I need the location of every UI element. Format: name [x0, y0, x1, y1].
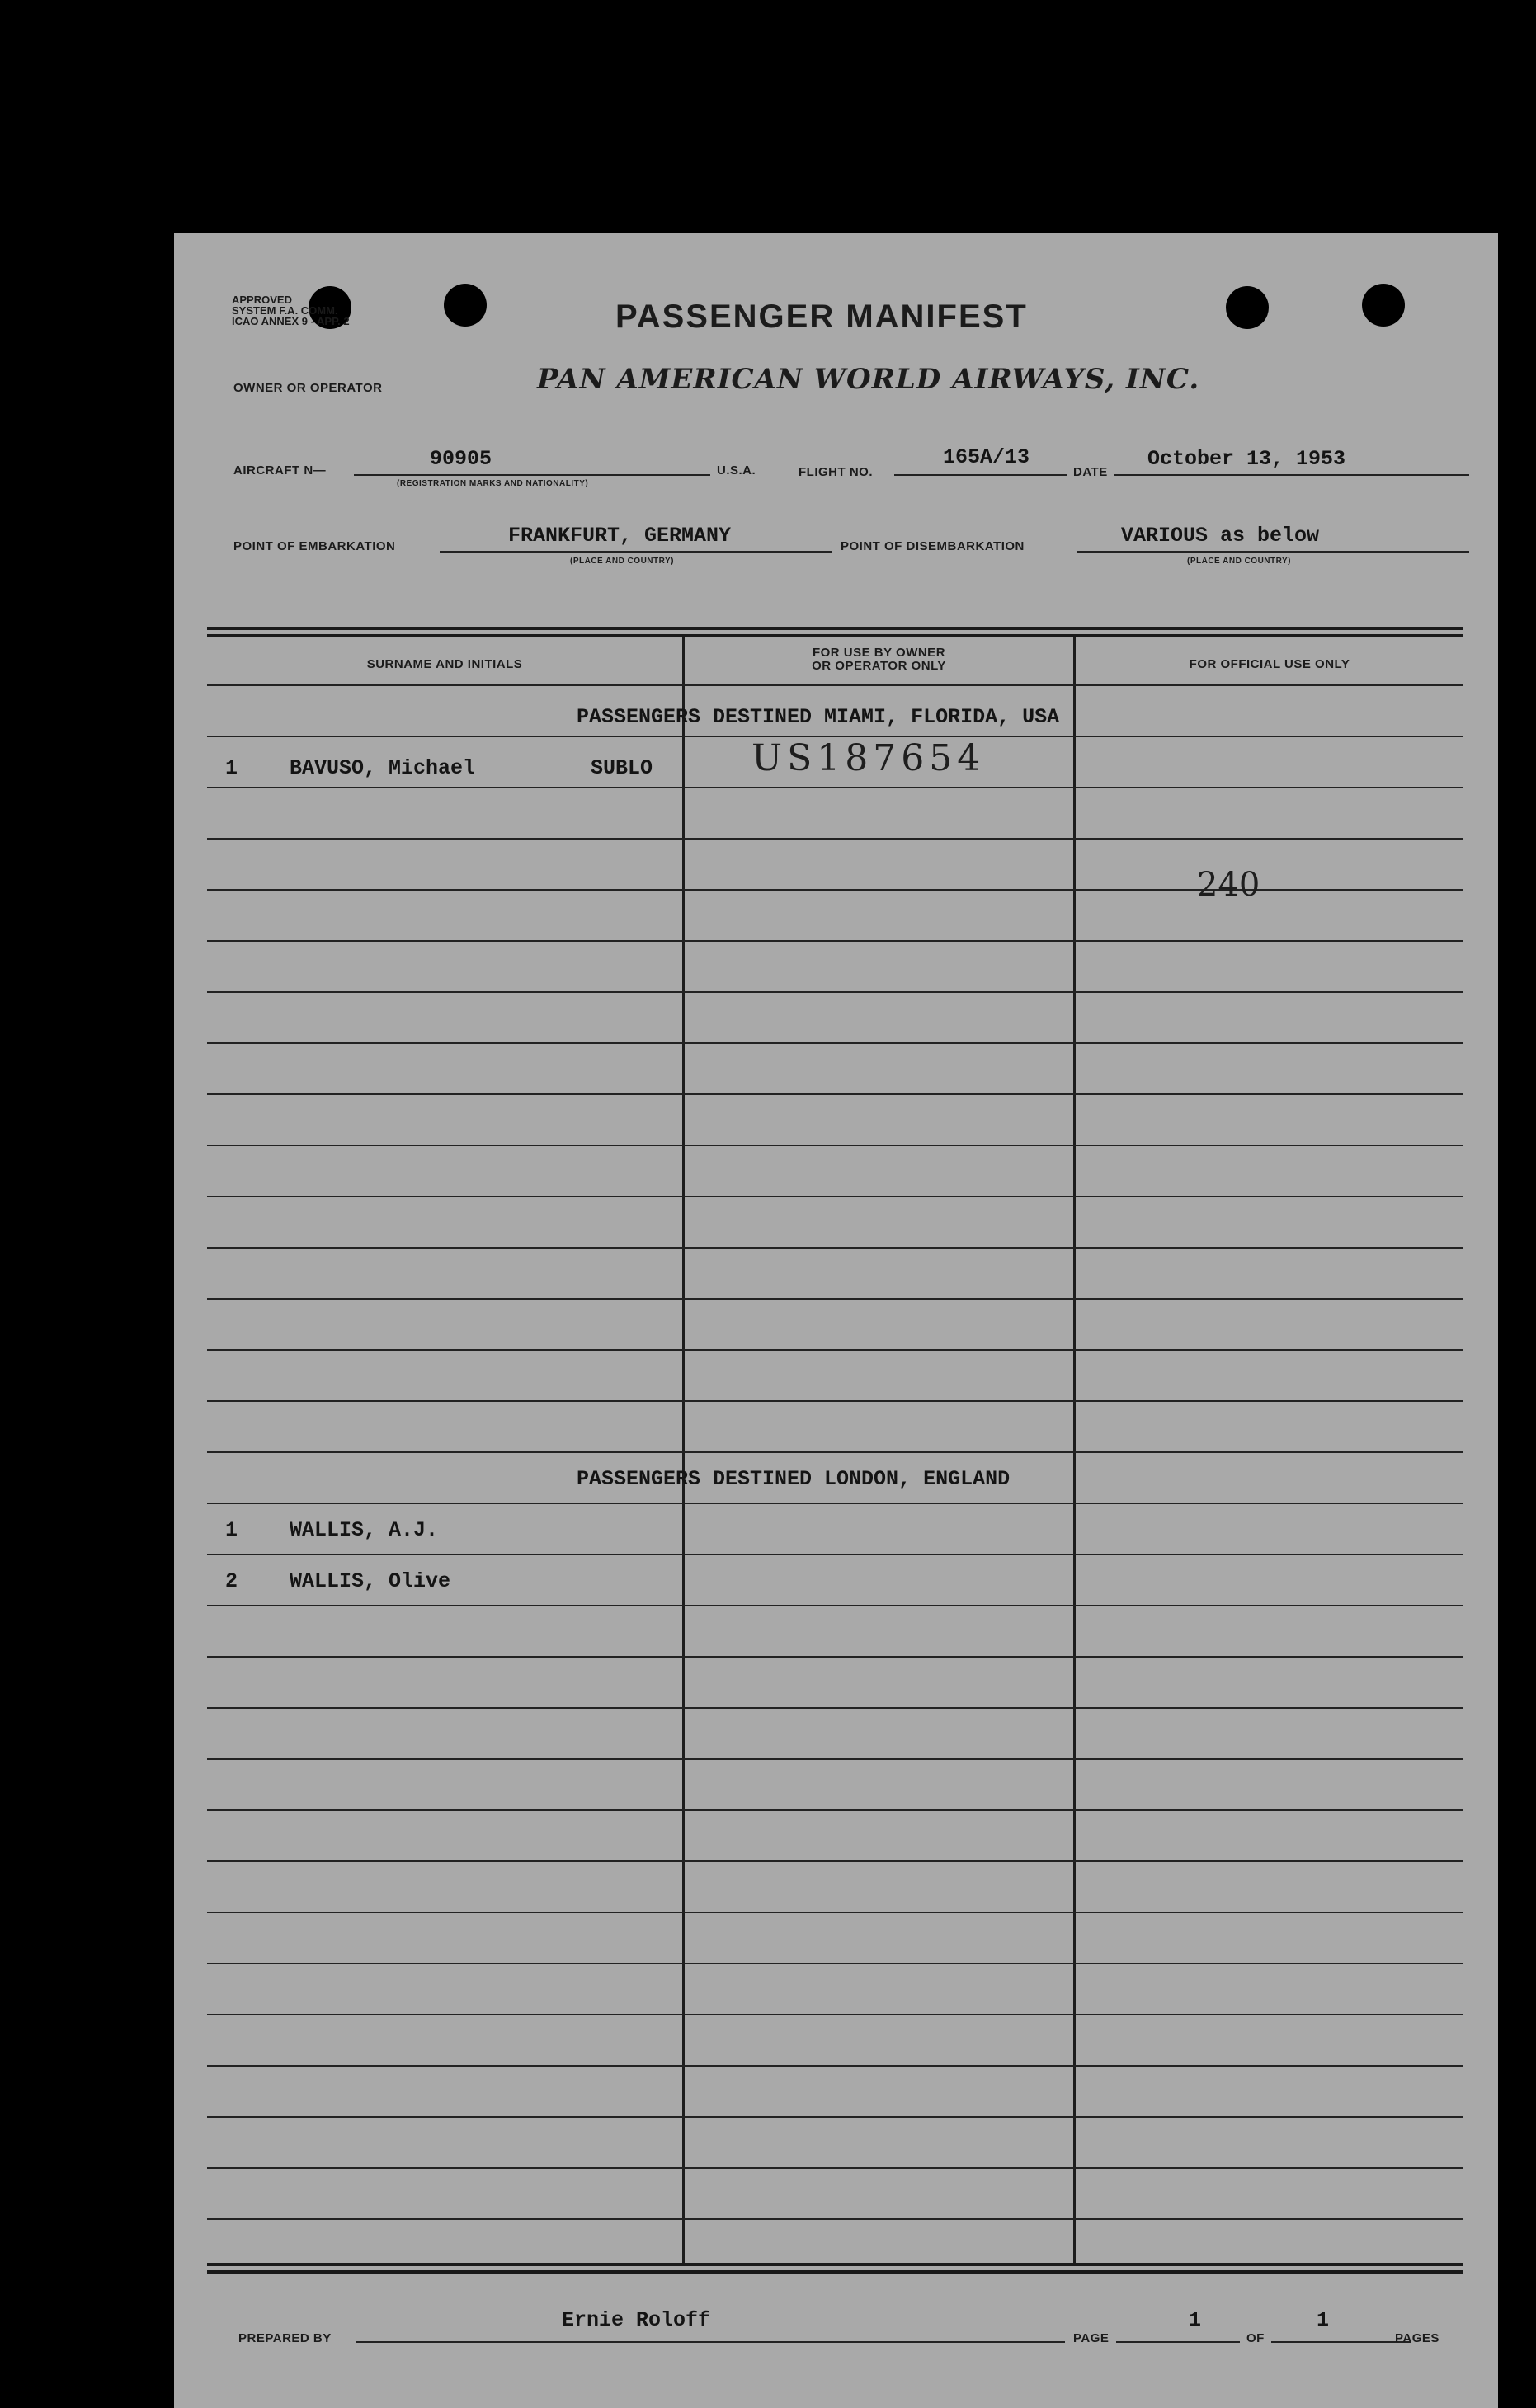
row-rule: [207, 1400, 1463, 1402]
row-rule: [207, 1554, 1463, 1555]
row-rule: [207, 1247, 1463, 1249]
row-rule: [207, 1503, 1463, 1504]
approved-line-1: APPROVED: [232, 294, 292, 306]
disembarkation-label: POINT OF DISEMBARKATION: [841, 539, 1025, 553]
row-rule: [207, 684, 1463, 686]
row-rule: [207, 1656, 1463, 1658]
group-heading-miami: PASSENGERS DESTINED MIAMI, FLORIDA, USA: [577, 705, 1060, 729]
embarkation-label: POINT OF EMBARKATION: [233, 539, 396, 553]
group2-row-1-number: 1: [225, 1518, 238, 1542]
group2-row-2-name: WALLIS, Olive: [290, 1569, 451, 1593]
prepared-by-label: PREPARED BY: [238, 2331, 332, 2345]
of-fill-line: [1271, 2341, 1411, 2343]
page-fill-line: [1116, 2341, 1240, 2343]
page-label: PAGE: [1073, 2331, 1110, 2345]
approved-line-2: SYSTEM F.A. COMM.: [232, 304, 338, 317]
row-rule: [207, 787, 1463, 788]
row-rule: [207, 2116, 1463, 2118]
row-rule: [207, 1349, 1463, 1351]
column-header-owner-use: [685, 647, 1073, 673]
embarkation-sub-label: (PLACE AND COUNTRY): [570, 557, 674, 566]
group1-row-1-name: BAVUSO, Michael: [290, 756, 476, 780]
group1-row-1-handwritten-number: US187654: [752, 737, 986, 779]
row-rule: [207, 1809, 1463, 1811]
owner-label: OWNER OR OPERATOR: [233, 381, 383, 395]
row-rule: [207, 889, 1463, 891]
column-divider-2: [1073, 637, 1076, 2263]
group1-row-1-number: 1: [225, 756, 238, 780]
row-rule: [207, 2065, 1463, 2067]
row-rule: [207, 2167, 1463, 2169]
group2-row-1-name: WALLIS, A.J.: [290, 1518, 439, 1542]
column-divider-1: [682, 637, 685, 2263]
aircraft-label: AIRCRAFT N—: [233, 463, 327, 477]
prepared-by-fill-line: [356, 2341, 1065, 2343]
column-header-owner-use-line-1: FOR USE BY OWNER: [812, 646, 946, 660]
column-header-official-use: FOR OFFICIAL USE ONLY: [1189, 657, 1350, 671]
of-label: OF: [1246, 2331, 1265, 2345]
row-rule: [207, 1707, 1463, 1709]
row-rule: [207, 1042, 1463, 1044]
table-bottom-rule-1: [207, 2263, 1463, 2266]
flight-value: 165A/13: [943, 445, 1030, 469]
aircraft-fill-line: [354, 474, 710, 476]
manifest-sheet: [174, 233, 1498, 2408]
table-bottom-rule-2: [207, 2270, 1463, 2274]
row-rule: [207, 1758, 1463, 1760]
approved-line-3: ICAO ANNEX 9 - APP. 2: [232, 315, 350, 327]
punch-hole-right-2: [1362, 284, 1405, 327]
official-use-mark: 240: [1197, 866, 1260, 904]
flight-fill-line: [894, 474, 1067, 476]
disembarkation-value: VARIOUS as below: [1121, 524, 1320, 548]
column-header-surname: SURNAME AND INITIALS: [366, 657, 523, 671]
owner-value: PAN AMERICAN WORLD AIRWAYS, INC.: [537, 363, 1200, 396]
row-rule: [207, 940, 1463, 942]
disembarkation-sub-label: (PLACE AND COUNTRY): [1187, 557, 1291, 566]
aircraft-value: 90905: [430, 447, 492, 471]
punch-hole-right-1: [1226, 286, 1269, 329]
row-rule: [207, 2218, 1463, 2220]
row-rule: [207, 1196, 1463, 1197]
row-rule: [207, 1963, 1463, 1964]
embarkation-fill-line: [440, 551, 832, 553]
table-top-rule-1: [207, 627, 1463, 630]
approved-block: [232, 294, 350, 327]
punch-hole-left-2: [444, 284, 487, 327]
date-value: October 13, 1953: [1147, 447, 1346, 471]
row-rule: [207, 1605, 1463, 1606]
disembarkation-fill-line: [1077, 551, 1469, 553]
flight-label: FLIGHT NO.: [799, 465, 873, 479]
row-rule: [207, 1451, 1463, 1453]
of-value: 1: [1317, 2308, 1330, 2332]
row-rule: [207, 1298, 1463, 1300]
table-top-rule-2: [207, 634, 1463, 637]
usa-label: U.S.A.: [717, 463, 756, 477]
embarkation-value: FRANKFURT, GERMANY: [508, 524, 732, 548]
group2-row-2-number: 2: [225, 1569, 238, 1593]
page-value: 1: [1189, 2308, 1202, 2332]
form-title: PASSENGER MANIFEST: [615, 299, 1028, 335]
group-heading-london: PASSENGERS DESTINED LONDON, ENGLAND: [577, 1467, 1011, 1491]
row-rule: [207, 2014, 1463, 2015]
prepared-by-value: Ernie Roloff: [562, 2308, 711, 2332]
date-label: DATE: [1073, 465, 1108, 479]
row-rule: [207, 838, 1463, 840]
row-rule: [207, 1145, 1463, 1146]
group1-row-1-note: SUBLO: [591, 756, 653, 780]
pages-label: PAGES: [1395, 2331, 1439, 2345]
row-rule: [207, 1912, 1463, 1913]
column-header-owner-use-line-2: OR OPERATOR ONLY: [812, 659, 946, 673]
aircraft-sub-label: (REGISTRATION MARKS AND NATIONALITY): [397, 479, 589, 488]
row-rule: [207, 991, 1463, 993]
row-rule: [207, 1093, 1463, 1095]
date-fill-line: [1114, 474, 1469, 476]
row-rule: [207, 1860, 1463, 1862]
